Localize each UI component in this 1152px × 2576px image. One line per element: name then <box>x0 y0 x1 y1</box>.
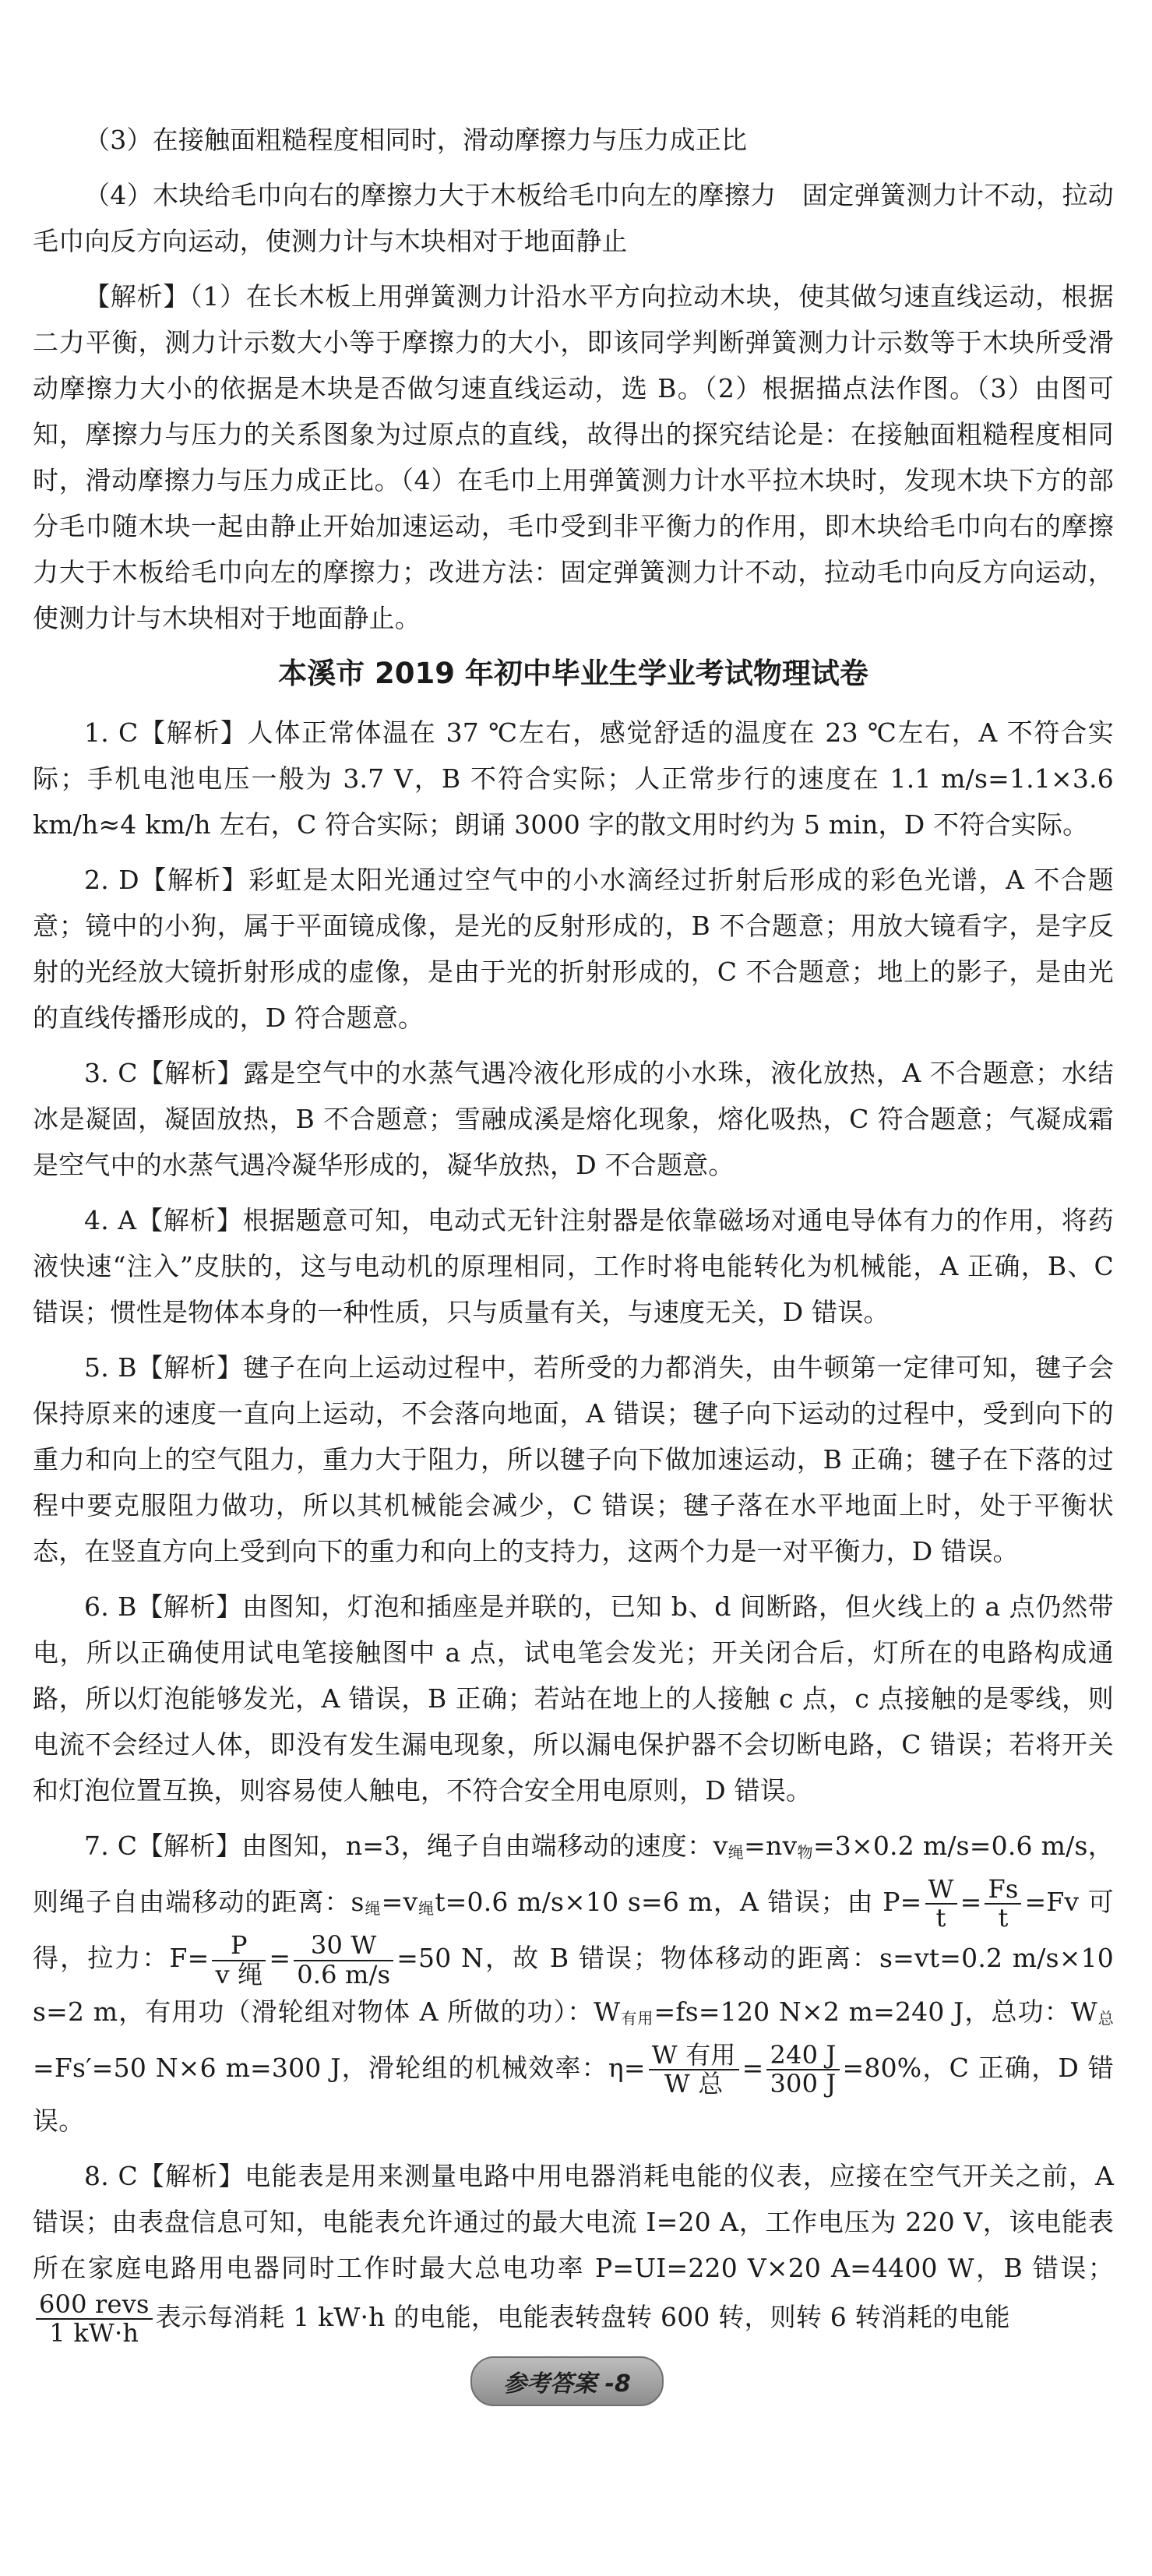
fraction-numerator: W 有用 <box>649 2042 739 2070</box>
fraction-denominator: W 总 <box>664 2068 724 2099</box>
fraction-denominator: 1 kW·h <box>49 2318 139 2349</box>
q8-text-2: 表示每消耗 1 kW·h 的电能，电能表转盘转 600 转，则转 6 转消耗的电能 <box>155 2302 1010 2333</box>
fraction-numerator: W <box>925 1876 957 1905</box>
prev-answer-item-3: （3）在接触面粗糙程度相同时，滑动摩擦力与压力成正比 <box>84 125 748 155</box>
page-number-badge: 参考答案 -8 <box>470 2356 664 2406</box>
q7-equals-2: = <box>269 1943 291 1974</box>
answer-q5: 5. B【解析】毽子在向上运动过程中，若所受的力都消失，由牛顿第一定律可知，毽子会保持原来的速度一直向上运动，不会落向地面，A 错误；毽子向下运动的过程中，受到向下的重力和向上的空气阻力，重力大于阻力，所以毽子向下做加速运动，B 正确；毽子在下落的过程中要克服阻力做功，所以其机械能会减少，C 错误；毽子落在水平地面上时，处于平衡状态，在竖直方向上受到向下的重力和向上的支持力，这两个力是一对平衡力，D 错误。 <box>33 1352 1114 1566</box>
fraction-denominator: t <box>935 1903 946 1933</box>
page-content <box>33 117 1114 2357</box>
prev-analysis: 【解析】（1）在长木板上用弹簧测力计沿水平方向拉动木块，使其做匀速直线运动，根据二力平衡，测力计示数大小等于摩擦力的大小，即该同学判断弹簧测力计示数等于木块所受滑动摩擦力大小的依据是木块是否做匀速直线运动，选 B。（2）根据描点法作图。（3）由图可知，摩擦力与压力的关系图象为过原点的直线，故得出的探究结论是：在接触面粗糙程度相同时，滑动摩擦力与压力成正比。（4）在毛巾上用弹簧测力计水平拉木块时，发现木块下方的部分毛巾随木块一起由静止开始加速运动，毛巾受到非平衡力的作用，即木块给毛巾向右的摩擦力大于木板给毛巾向左的摩擦力；改进方法：固定弹簧测力计不动，拉动毛巾向反方向运动，使测力计与木块相对于地面静止。 <box>33 281 1114 633</box>
fraction-numerator: 600 revs <box>36 2291 153 2320</box>
q7-text-10: =80%，C 正确，D 错误。 <box>33 2052 1114 2137</box>
answer-q3: 3. C【解析】露是空气中的水蒸气遇冷液化形成的小水珠，液化放热，A 不合题意；水结冰是凝固，凝固放热，B 不合题意；雪融成溪是熔化现象，熔化吸热，C 符合题意；气凝成霜是空气中的水蒸气遇冷凝华形成的，凝华放热，D 不合题意。 <box>33 1058 1114 1180</box>
fraction-30w-over-06 <box>294 1932 393 1988</box>
q7-text-3: =3×0.2 m/s=0.6 m/s，则绳子自由端移动的距离：s <box>33 1831 1114 1918</box>
fraction-240-over-300 <box>766 2039 839 2099</box>
q7-text-4: =v <box>381 1887 418 1918</box>
fraction-denominator: v 绳 <box>215 1959 263 1989</box>
fraction-denominator: t <box>998 1903 1009 1933</box>
answer-q6: 6. B【解析】由图知，灯泡和插座是并联的，已知 b、d 间断路，但火线上的 a 点仍然带电，所以正确使用试电笔接触图中 a 点，试电笔会发光；开关闭合后，灯所在的电路构成通路，所以灯泡能够发光，A 错误，B 正确；若站在地上的人接触 c 点，c 点接触的是零线，则电流不会经过人体，即没有发生漏电现象，所以漏电保护器不会切断电路，C 错误；若将开关和灯泡位置互换，则容易使人触电，不符合安全用电原则，D 错误。 <box>33 1591 1114 1806</box>
q7-text-8: =fs=120 N×2 m=240 J，总功：W <box>654 1996 1097 2027</box>
prev-answer-item-4: （4）木块给毛巾向右的摩擦力大于木板给毛巾向左的摩擦力 固定弹簧测力计不动，拉动毛巾向反方向运动，使测力计与木块相对于地面静止 <box>33 180 1114 256</box>
q7-text-9: =Fs′=50 N×6 m=300 J，滑轮组的机械效率：η= <box>33 2052 646 2083</box>
fraction-denominator: 300 J <box>770 2068 837 2099</box>
q7-equals: = <box>960 1887 982 1918</box>
q7-sub-2: 物 <box>797 1843 813 1862</box>
q7-text-7: =50 N，故 B 错误；物体移动的距离：s=vt=0.2 m/s×10 s=2 m，有用功（滑轮组对物体 A 所做的功）：W <box>33 1943 1114 2027</box>
answer-q1: 1. C【解析】人体正常体温在 37 ℃左右，感觉舒适的温度在 23 ℃左右，A 不符合实际；手机电池电压一般为 3.7 V，B 不符合实际；人正常步行的速度在 1.1 m/s=1.1×3.6 km/h≈4 km/h 左右，C 符合实际；朗诵 3000 字的散文用时约为 5 min，D 不符合实际。 <box>33 717 1114 840</box>
answer-q7 <box>33 1823 1114 2144</box>
fraction-numerator: 30 W <box>294 1932 393 1961</box>
q7-text-6: =Fv 可得，拉力：F= <box>33 1887 1115 1974</box>
answer-q4: 4. A【解析】根据题意可知，电动式无针注射器是依靠磁场对通电导体有力的作用，将药液快速“注入”皮肤的，这与电动机的原理相同，工作时将电能转化为机械能，A 正确，B、C 错误；惯性是物体本身的一种性质，只与质量有关，与速度无关，D 错误。 <box>33 1205 1114 1327</box>
answer-q2: 2. D【解析】彩虹是太阳光通过空气中的小水滴经过折射后形成的彩色光谱，A 不合题意；镜中的小狗，属于平面镜成像，是光的反射形成的，B 不合题意；用放大镜看字，是字反射的光经放大镜折射形成的虚像，是由于光的折射形成的，C 不合题意；地上的影子，是由光的直线传播形成的，D 符合题意。 <box>33 865 1114 1033</box>
q7-text-5: t=0.6 m/s×10 s=6 m，A 错误；由 P= <box>435 1887 922 1918</box>
q7-sub-3: 绳 <box>364 1899 382 1919</box>
answer-q8 <box>33 2153 1114 2347</box>
fraction-p-over-v <box>212 1932 266 1988</box>
fraction-denominator: 0.6 m/s <box>297 1959 391 1989</box>
fraction-numerator: Fs <box>985 1876 1021 1905</box>
q7-text-2: =nv <box>744 1831 798 1861</box>
fraction-numerator: P <box>212 1932 266 1961</box>
q7-sub-4: 绳 <box>417 1899 435 1919</box>
q7-sub-5: 有用 <box>620 2008 654 2028</box>
q7-sub-1: 绳 <box>727 1843 745 1862</box>
fraction-revs-per-kwh <box>36 2291 153 2347</box>
q7-equals-3: = <box>742 2052 764 2083</box>
q7-text-1: 7. C【解析】由图知，n=3，绳子自由端移动的速度：v <box>84 1831 728 1861</box>
q8-text-1: 8. C【解析】电能表是用来测量电路中用电器消耗电能的仪表，应接在空气开关之前，A 错误；由表盘信息可知，电能表允许通过的最大电流 I=20 A，工作电压为 220 V，该电能表所在家庭电路用电器同时工作时最大总电功率 P=UI=220 V×20 A=4400 W，B 错误； <box>33 2161 1114 2284</box>
fraction-w-over-t <box>925 1876 957 1932</box>
q7-sub-6: 总 <box>1097 2008 1114 2028</box>
section-title: 本溪市 2019 年初中毕业生学业考试物理试卷 <box>278 657 868 690</box>
fraction-efficiency <box>649 2039 739 2099</box>
fraction-numerator: 240 J <box>766 2042 839 2070</box>
fraction-fs-over-t <box>985 1876 1021 1932</box>
